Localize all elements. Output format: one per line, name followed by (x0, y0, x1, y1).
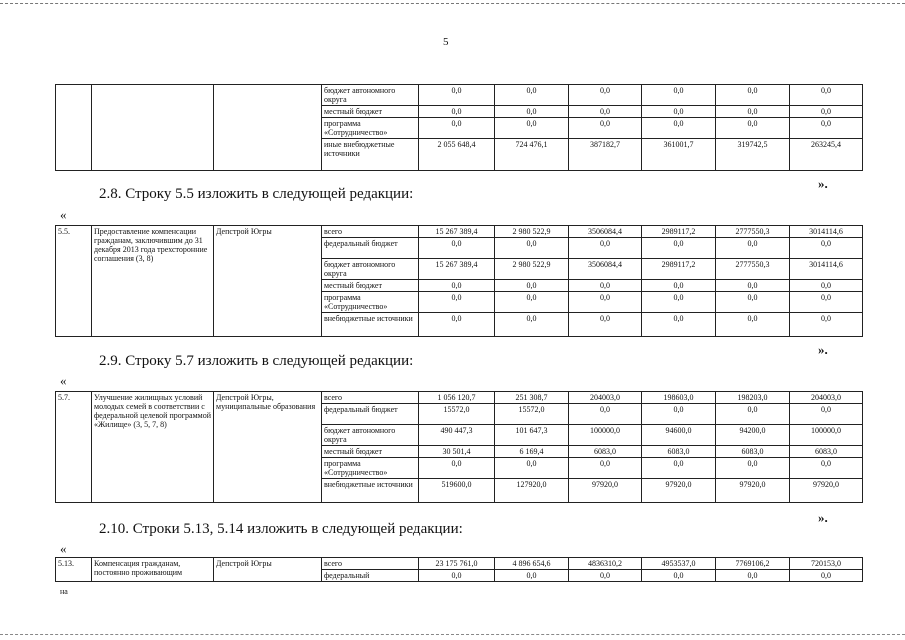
table-row (56, 558, 863, 570)
cell-value: 0,0 (495, 292, 569, 313)
cell-source: программа «Сотрудничество» (322, 118, 419, 139)
cell-value: 2989117,2 (642, 259, 716, 280)
cell-value: 0,0 (419, 292, 495, 313)
cell-value: 361001,7 (642, 139, 716, 171)
cell-value: 0,0 (569, 106, 642, 118)
table-row-5-13 (55, 557, 863, 582)
cell-value: 15 267 389,4 (419, 226, 495, 238)
cell-value: 0,0 (495, 458, 569, 479)
cell-value: 0,0 (642, 458, 716, 479)
cell-value: 97920,0 (716, 479, 790, 503)
cell-value: 204003,0 (569, 392, 642, 404)
cell-value: 490 447,3 (419, 425, 495, 446)
cell-value: 4953537,0 (642, 558, 716, 570)
cell-value: 0,0 (419, 280, 495, 292)
cell-value: 0,0 (642, 118, 716, 139)
cell-num: 5.13. (56, 558, 92, 582)
cell-value: 0,0 (569, 292, 642, 313)
cell-value: 97920,0 (642, 479, 716, 503)
cell-value: 94600,0 (642, 425, 716, 446)
cell-name: Предоставление компенсации гражданам, заключившим до 31 декабря 2013 года трехсторонние соглашения (3, 8) (92, 226, 214, 337)
cell-value: 4 896 654,6 (495, 558, 569, 570)
cell-value: 0,0 (716, 280, 790, 292)
closing-quote: ». (818, 342, 828, 357)
cell-value: 387182,7 (569, 139, 642, 171)
cell-value: 15 267 389,4 (419, 259, 495, 280)
cell-value: 0,0 (790, 404, 863, 425)
cell-value: 204003,0 (790, 392, 863, 404)
table-row (56, 226, 863, 238)
cell-value: 3014114,6 (790, 226, 863, 238)
cell-name: Компенсация гражданам, постоянно проживающим (92, 558, 214, 582)
cell-value: 0,0 (495, 280, 569, 292)
cell-value: 0,0 (495, 238, 569, 259)
cell-value: 251 308,7 (495, 392, 569, 404)
cell-value: 6 169,4 (495, 446, 569, 458)
cell-source: местный бюджет (322, 280, 419, 292)
cell-value: 0,0 (790, 118, 863, 139)
cell-value: 0,0 (569, 570, 642, 582)
cell-value: 0,0 (642, 313, 716, 337)
cell-value: 127920,0 (495, 479, 569, 503)
cell-value: 0,0 (569, 404, 642, 425)
cell-value: 0,0 (716, 404, 790, 425)
cell-value: 6083,0 (790, 446, 863, 458)
cell-value: 0,0 (419, 313, 495, 337)
section-heading-2-9: 2.9. Строку 5.7 изложить в следующей редакции: (99, 353, 414, 369)
cell-value: 6083,0 (716, 446, 790, 458)
table-row-5-7 (55, 391, 863, 503)
cell-value: 0,0 (419, 118, 495, 139)
table-row (56, 392, 863, 404)
cell-value: 23 175 761,0 (419, 558, 495, 570)
footer-text: на (60, 587, 68, 596)
cell-value: 319742,5 (716, 139, 790, 171)
table-row-5-5 (55, 225, 863, 337)
cell-value: 0,0 (642, 404, 716, 425)
closing-quote: ». (818, 510, 828, 525)
cell-value: 0,0 (790, 280, 863, 292)
cell-source: всего (322, 558, 419, 570)
cell-executor: Депстрой Югры, муниципальные образования (214, 392, 322, 503)
cell-value: 2 980 522,9 (495, 259, 569, 280)
cell-value: 6083,0 (569, 446, 642, 458)
cell-value: 0,0 (642, 106, 716, 118)
cell-source: иные внебюджетные источники (322, 139, 419, 171)
cell-value: 0,0 (642, 238, 716, 259)
closing-quote: ». (818, 176, 828, 191)
cell-name (92, 85, 214, 171)
cell-value: 0,0 (569, 118, 642, 139)
table-continuation (55, 84, 863, 171)
cell-executor: Депстрой Югры (214, 226, 322, 337)
cell-value: 0,0 (419, 458, 495, 479)
cell-value: 30 501,4 (419, 446, 495, 458)
cell-value: 724 476,1 (495, 139, 569, 171)
cell-value: 0,0 (790, 106, 863, 118)
cell-value: 101 647,3 (495, 425, 569, 446)
cell-value: 94200,0 (716, 425, 790, 446)
cell-source: местный бюджет (322, 106, 419, 118)
section-heading-2-10: 2.10. Строки 5.13, 5.14 изложить в следующей редакции: (99, 521, 463, 537)
cell-value: 0,0 (569, 280, 642, 292)
cell-value: 6083,0 (642, 446, 716, 458)
cell-value: 198203,0 (716, 392, 790, 404)
cell-source: федеральный (322, 570, 419, 582)
cell-value: 3014114,6 (790, 259, 863, 280)
cell-value: 0,0 (495, 570, 569, 582)
cell-value: 0,0 (419, 106, 495, 118)
cell-num: 5.7. (56, 392, 92, 503)
opening-quote: « (60, 373, 67, 388)
cell-value: 0,0 (569, 458, 642, 479)
cell-value: 0,0 (790, 313, 863, 337)
cell-source: федеральный бюджет (322, 238, 419, 259)
cell-value: 0,0 (569, 238, 642, 259)
cell-value: 0,0 (642, 280, 716, 292)
cell-value: 0,0 (790, 85, 863, 106)
cell-value: 4836310,2 (569, 558, 642, 570)
scan-bottom-edge (0, 634, 905, 635)
cell-value: 519600,0 (419, 479, 495, 503)
page-number: 5 (443, 36, 449, 48)
cell-value: 15572,0 (419, 404, 495, 425)
cell-source: всего (322, 226, 419, 238)
cell-value: 97920,0 (569, 479, 642, 503)
cell-value: 0,0 (419, 85, 495, 106)
cell-value: 15572,0 (495, 404, 569, 425)
cell-source: программа «Сотрудничество» (322, 458, 419, 479)
cell-value: 0,0 (419, 570, 495, 582)
cell-value: 100000,0 (569, 425, 642, 446)
cell-value: 0,0 (716, 292, 790, 313)
table-row (56, 85, 863, 106)
cell-value: 0,0 (495, 106, 569, 118)
cell-value: 0,0 (716, 458, 790, 479)
cell-value: 0,0 (495, 85, 569, 106)
cell-source: бюджет автономного округа (322, 85, 419, 106)
cell-value: 720153,0 (790, 558, 863, 570)
cell-source: бюджет автономного округа (322, 425, 419, 446)
cell-value: 2 980 522,9 (495, 226, 569, 238)
cell-value: 0,0 (419, 238, 495, 259)
cell-value: 0,0 (642, 85, 716, 106)
cell-value: 3506084,4 (569, 259, 642, 280)
cell-value: 7769106,2 (716, 558, 790, 570)
cell-value: 0,0 (716, 85, 790, 106)
cell-value: 0,0 (569, 313, 642, 337)
opening-quote: « (60, 541, 67, 556)
cell-value: 0,0 (495, 118, 569, 139)
cell-value: 97920,0 (790, 479, 863, 503)
cell-value: 198603,0 (642, 392, 716, 404)
cell-source: всего (322, 392, 419, 404)
cell-value: 0,0 (495, 313, 569, 337)
cell-name: Улучшение жилищных условий молодых семей в соответствии с федеральной целевой программой «Жилище» (3, 5, 7, 8) (92, 392, 214, 503)
cell-source: местный бюджет (322, 446, 419, 458)
cell-value: 0,0 (569, 85, 642, 106)
cell-source: бюджет автономного округа (322, 259, 419, 280)
scan-top-edge (0, 3, 905, 4)
cell-num (56, 85, 92, 171)
cell-value: 0,0 (642, 292, 716, 313)
cell-value: 0,0 (642, 570, 716, 582)
cell-value: 2989117,2 (642, 226, 716, 238)
cell-value: 0,0 (716, 238, 790, 259)
opening-quote: « (60, 207, 67, 222)
cell-value: 0,0 (716, 118, 790, 139)
cell-value: 263245,4 (790, 139, 863, 171)
cell-value: 0,0 (790, 570, 863, 582)
section-heading-2-8: 2.8. Строку 5.5 изложить в следующей редакции: (99, 186, 414, 202)
cell-source: внебюджетные источники (322, 479, 419, 503)
cell-value: 0,0 (790, 238, 863, 259)
cell-source: программа «Сотрудничество» (322, 292, 419, 313)
cell-value: 0,0 (716, 106, 790, 118)
cell-value: 0,0 (790, 458, 863, 479)
cell-value: 0,0 (790, 292, 863, 313)
cell-value: 3506084,4 (569, 226, 642, 238)
cell-executor: Депстрой Югры (214, 558, 322, 582)
cell-value: 0,0 (716, 570, 790, 582)
cell-source: внебюджетные источники (322, 313, 419, 337)
cell-executor (214, 85, 322, 171)
cell-value: 2777550,3 (716, 259, 790, 280)
cell-source: федеральный бюджет (322, 404, 419, 425)
cell-num: 5.5. (56, 226, 92, 337)
cell-value: 0,0 (716, 313, 790, 337)
cell-value: 2777550,3 (716, 226, 790, 238)
cell-value: 1 056 120,7 (419, 392, 495, 404)
cell-value: 2 055 648,4 (419, 139, 495, 171)
cell-value: 100000,0 (790, 425, 863, 446)
